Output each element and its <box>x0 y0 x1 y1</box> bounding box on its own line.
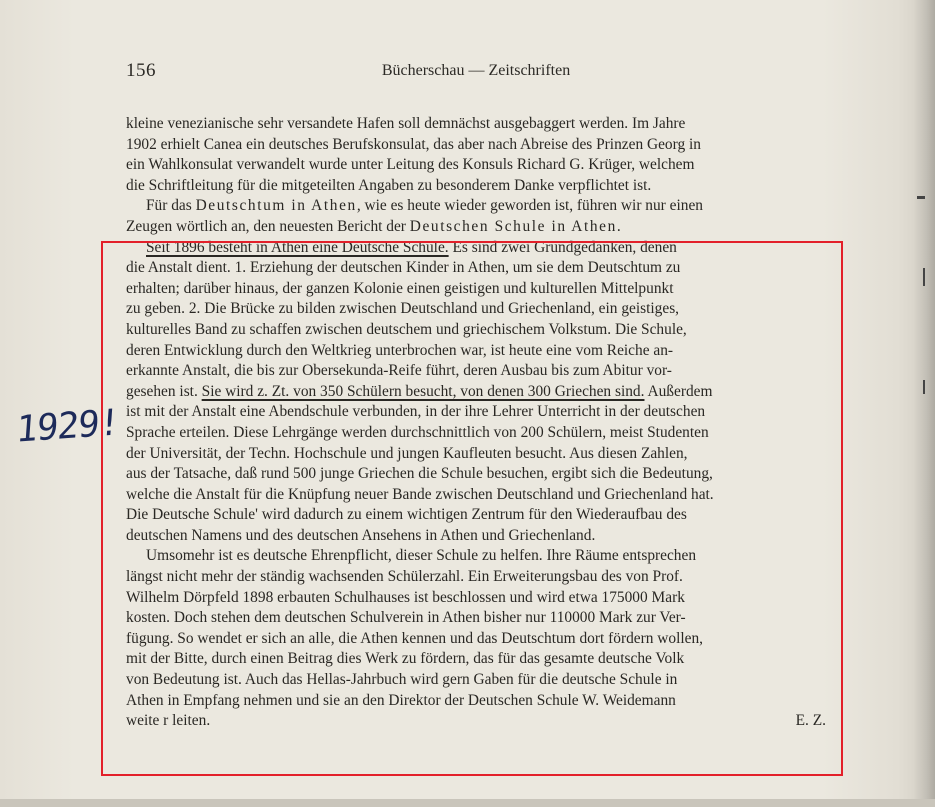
text-line: aus der Tatsache, daß rund 500 junge Griechen die Schule besuchen, ergibt sich die Bedeutung, <box>126 465 713 483</box>
text-line: Umsomehr ist es deutsche Ehrenpflicht, dieser Schule zu helfen. Ihre Räume entsprechen <box>146 547 697 565</box>
page-bottom-edge <box>0 799 935 807</box>
text-line: erhalten; darüber hinaus, der ganzen Kolonie einen geistigen und kulturellen Mittelpunkt <box>126 279 674 297</box>
text-line: Die Deutsche Schule' wird dadurch zu einem wichtigen Zentrum für den Wiederaufbau des <box>126 506 687 524</box>
text-line: deutschen Namens und des deutschen Ansehens in Athen und Griechenland. <box>126 526 596 544</box>
text-line: zu geben. 2. Die Brücke zu bilden zwischen Deutschland und Griechenland, ein geistiges, <box>126 300 680 318</box>
text-line: Zeugen wörtlich an, den neuesten Bericht der Deutschen Schule in Athen. <box>126 217 621 235</box>
text-line: längst nicht mehr der ständig wachsenden Schülerzahl. Ein Erweiterungsbau des von Prof. <box>126 568 683 586</box>
text-line: die Schriftleitung für die mitgeteilten Angaben zu besonderem Danke verpflichtet ist. <box>126 176 652 194</box>
margin-mark <box>923 380 925 394</box>
text-line: gesehen ist. Sie wird z. Zt. von 350 Schülern besucht, von denen 300 Griechen sind. Außerdem <box>126 382 713 400</box>
text-line: kulturelles Band zu schaffen zwischen deutschem und griechischem Volkstum. Die Schule, <box>126 320 687 338</box>
text-line: der Universität, der Techn. Hochschule und jungen Kaufleuten besucht. Aus diesen Zahlen, <box>126 444 688 462</box>
text-line: kosten. Doch stehen dem deutschen Schulverein in Athen bisher nur 110000 Mark zur Ver- <box>126 609 686 627</box>
text-line: 1902 erhielt Canea ein deutsches Berufskonsulat, das aber nach Abreise des Prinzen Georg in <box>126 135 701 153</box>
page-header <box>126 60 826 86</box>
text-line: mit der Bitte, durch einen Beitrag dies Werk zu fördern, das für das gesamte deutsche Volk <box>126 650 685 668</box>
margin-mark <box>923 268 925 286</box>
text-line: kleine venezianische sehr versandete Hafen soll demnächst ausgebaggert werden. Im Jahre <box>126 115 686 132</box>
text-line: ist mit der Anstalt eine Abendschule verbunden, in der ihre Lehrer Unterricht in der deutschen <box>126 403 706 421</box>
spaced-emphasis: Deutschtum in Athen <box>195 197 357 215</box>
page-number: 156 <box>126 60 156 81</box>
text-line: Seit 1896 besteht in Athen eine Deutsche Schule. Es sind zwei Grundgedanken, denen <box>146 238 677 256</box>
text-line: Für das Deutschtum in Athen, wie es heute wieder geworden ist, führen wir nur einen <box>146 197 703 215</box>
author-signature: E. Z. <box>795 712 826 730</box>
text-line: die Anstalt dient. 1. Erziehung der deutschen Kinder in Athen, um sie dem Deutschtum zu <box>126 259 681 277</box>
page-fold-shadow <box>913 0 935 807</box>
margin-mark <box>917 196 925 199</box>
text-line: von Bedeutung ist. Auch das Hellas-Jahrbuch wird gern Gaben für die deutsche Schule in <box>126 671 678 689</box>
running-head: Bücherschau — Zeitschriften <box>381 62 571 79</box>
text-line: Sprache erteilen. Diese Lehrgänge werden durchschnittlich von 200 Schülern, meist Studenten <box>126 423 709 441</box>
text-line: ein Wahlkonsulat verwandelt wurde unter Leitung des Konsuls Richard G. Krüger, welchem <box>126 156 695 174</box>
text-line: erkannte Anstalt, die bis zur Obersekunda-Reife führt, deren Ausbau bis zum Abitur vor- <box>126 362 672 380</box>
spaced-emphasis: Deutschen Schule in Athen <box>409 217 617 235</box>
text-line: fügung. So wendet er sich an alle, die Athen kennen und das Deutschtum dort fördern wollen, <box>126 629 704 647</box>
handwritten-margin-note: 1929! <box>14 402 121 451</box>
text-line: deren Entwicklung durch den Weltkrieg unterbrochen war, ist heute eine vom Reiche an- <box>126 341 674 359</box>
text-line: welche die Anstalt für die Knüpfung neuer Bande zwischen Deutschland und Griechenland hat. <box>126 485 714 503</box>
text-line: Athen in Empfang nehmen und sie an den Direktor der Deutschen Schule W. Weidemann <box>126 691 676 709</box>
text-line: Wilhelm Dörpfeld 1898 erbauten Schulhauses ist beschlossen und wird etwa 175000 Mark <box>126 588 685 606</box>
underlined-passage: Sie wird z. Zt. von 350 Schülern besucht, von denen 300 Griechen sind. <box>201 382 645 400</box>
text-line: weite r leiten. E. Z. <box>126 711 826 732</box>
underlined-passage: Seit 1896 besteht in Athen eine Deutsche Schule. <box>146 238 449 256</box>
red-highlight-box <box>101 238 843 776</box>
